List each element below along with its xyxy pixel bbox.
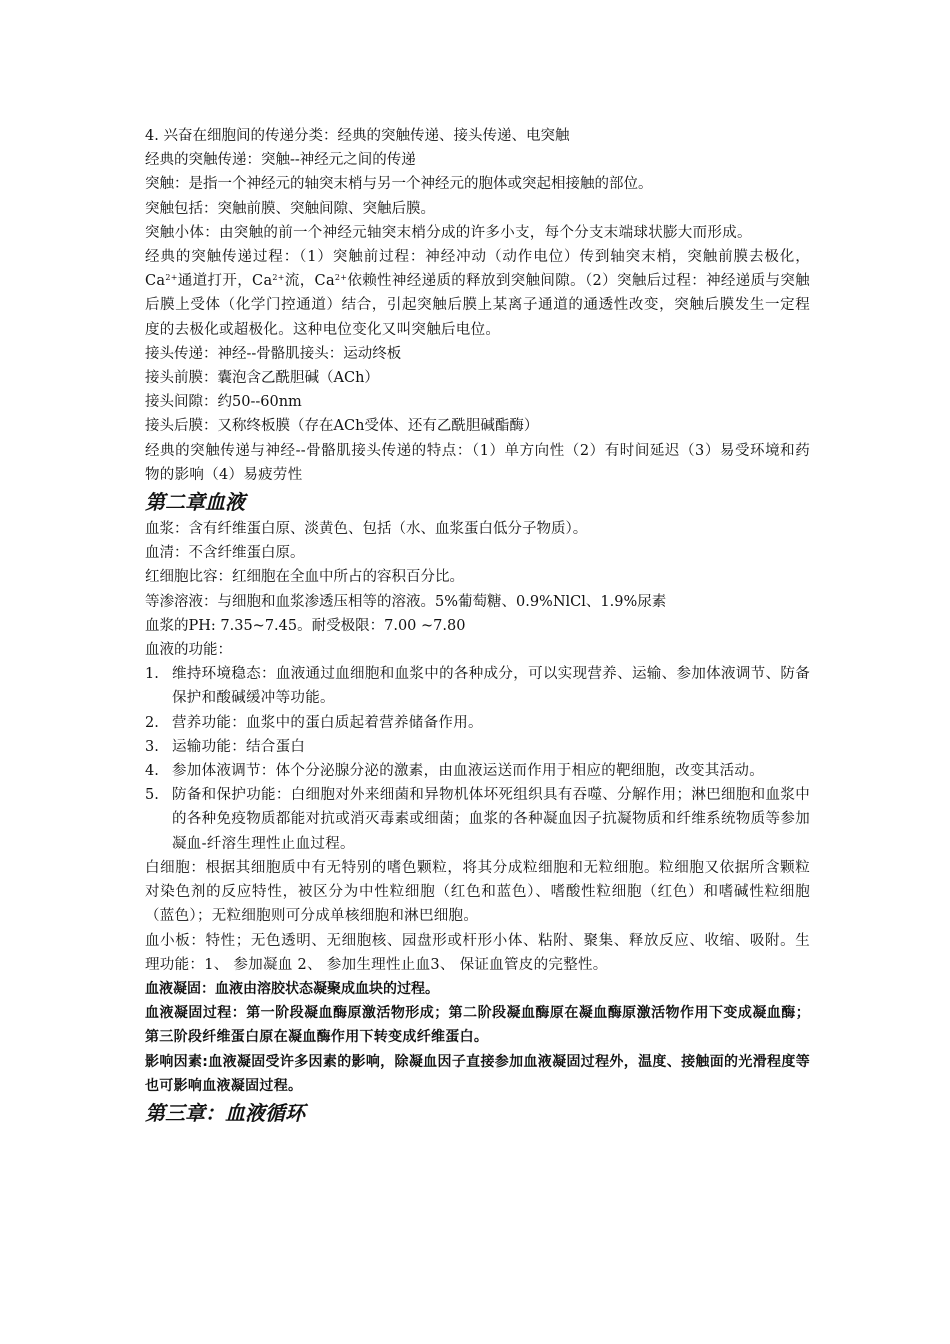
- text-line: 接头间隙：约50--60nm: [145, 394, 302, 411]
- white-blood-cell-paragraph: 白细胞：根据其细胞质中有无特别的嗜色颗粒，将其分成粒细胞和无粒细胞。粒细胞又依据所含颗粒对染色剂的反应特性，被区分为中性粒细胞（红色和蓝色）、嗜酸性粒细胞（红色）和嗜碱性粒细胞（蓝色）；无粒细胞则可分成单核细胞和淋巴细胞。: [145, 859, 810, 925]
- synaptic-body-paragraph: 突触小体：由突触的前一个神经元轴突末梢分成的许多小支，每个分支末端球状膨大而形成。: [145, 224, 752, 241]
- text-line: 接头后膜：又称终板膜（存在ACh受体、还有乙酰胆碱酯酶）: [145, 418, 539, 435]
- platelet-paragraph: 血小板：特性；无色透明、无细胞核、园盘形或杆形小体、粘附、聚集、释放反应、收缩、吸附。生理功能：1、 参加凝血 2、 参加生理性止血3、 保证血管皮的完整性。: [145, 932, 810, 973]
- text-line: 等渗溶液：与细胞和血浆渗透压相等的溶液。5%葡萄糖、0.9%NlCl、1.9%尿素: [145, 593, 667, 610]
- list-item: 5. 防备和保护功能：白细胞对外来细菌和异物机体坏死组织具有吞噬、分解作用；淋巴细胞和血浆中的各种免疫物质都能对抗或消灭毒素或细菌；血浆的各种凝血因子抗凝物质和纤维系统物质等参加凝血-纤溶生理性止血过程。: [145, 787, 810, 852]
- chapter-2-heading: 第二章血液: [145, 490, 245, 515]
- coagulation-process-paragraph: 血液凝固过程：第一阶段凝血酶原激活物形成；第二阶段凝血酶原在凝血酶原激活物作用下变成凝血酶；第三阶段纤维蛋白原在凝血酶作用下转变成纤维蛋白。: [145, 1005, 810, 1046]
- coagulation-factors-paragraph: 影响因素:血液凝固受许多因素的影响，除凝血因子直接参加血液凝固过程外，温度、接触面的光滑程度等也可影响血液凝固过程。: [145, 1053, 810, 1094]
- text-line: 血浆的PH: 7.35~7.45。耐受极限：7.00 ~7.80: [145, 617, 466, 634]
- list-item: 1. 维持环境稳态：血液通过血细胞和血浆中的各种成分，可以实现营养、运输、参加体液调节、防备保护和酸碱缓冲等功能。: [145, 666, 810, 707]
- document-page: [145, 124, 810, 1128]
- features-paragraph: 经典的突触传递与神经--骨骼肌接头传递的特点：（1）单方向性（2）有时间延迟（3）易受环境和药物的影响（4）易疲劳性: [145, 442, 810, 483]
- text-line: 突触：是指一个神经元的轴突末梢与另一个神经元的胞体或突起相接触的部位。: [145, 176, 653, 193]
- text-line: 接头前膜：囊泡含乙酰胆碱（ACh）: [145, 370, 379, 387]
- list-item: 4. 参加体液调节：体个分泌腺分泌的激素，由血液运送而作用于相应的靶细胞，改变其活动。: [145, 763, 764, 780]
- synaptic-process-paragraph: 经典的突触传递过程：（1）突触前过程：神经冲动（动作电位）传到轴突末梢，突触前膜去极化，$Ca^{2+}$通道打开，$Ca^{2+}$流，$Ca^{2+}$依赖性神经递质的释放到突触间隙。（2）突触后过程：神经递质与突触后膜上受体（化学门控通道）结合，引起突触后膜上某离子通道的通透性改变，突触后膜发生一定程度的去极化或超极化。这种电位变化又叫突触后电位。: [145, 249, 810, 338]
- text-line: 血浆：含有纤维蛋白原、淡黄色、包括（水、血浆蛋白低分子物质）。: [145, 521, 588, 538]
- text-line: 突触包括：突触前膜、突触间隙、突触后膜。: [145, 200, 435, 217]
- coagulation-definition: 血液凝固：血液由溶胶状态凝聚成血块的过程。: [145, 980, 439, 997]
- text-line: 血清：不含纤维蛋白原。: [145, 545, 305, 562]
- text-line: 4. 兴奋在细胞间的传递分类：经典的突触传递、接头传递、电突触: [145, 128, 570, 144]
- list-item: 3. 运输功能：结合蛋白: [145, 738, 306, 755]
- text-line: 红细胞比容：红细胞在全血中所占的容积百分比。: [145, 569, 464, 586]
- chapter-3-heading: 第三章：血液循环: [145, 1100, 305, 1125]
- text-line: 接头传递：神经--骨骼肌接头：运动终板: [145, 345, 402, 362]
- text-line: 血液的功能：: [145, 642, 232, 659]
- text-line: 经典的突触传递：突触--神经元之间的传递: [145, 152, 416, 169]
- list-item: 2. 营养功能：血浆中的蛋白质起着营养储备作用。: [145, 714, 483, 731]
